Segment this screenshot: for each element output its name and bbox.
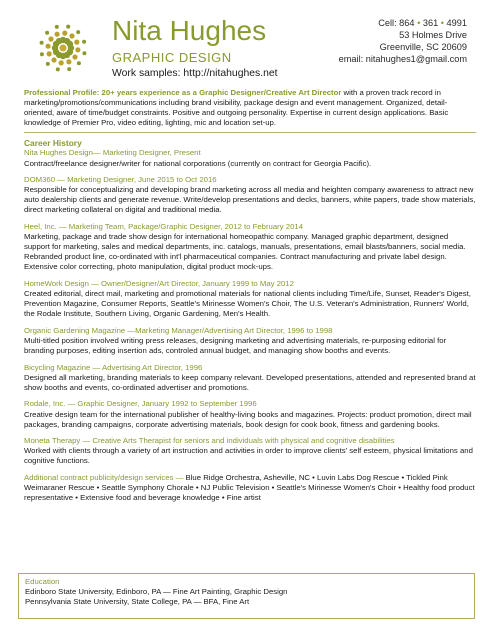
contact-address-2: Greenville, SC 20609 (379, 42, 467, 52)
resume-content (24, 88, 476, 510)
job-heading: Rodale, Inc. — Graphic Designer, January 1992 to September 1996 (24, 399, 257, 409)
contact-block (339, 17, 467, 65)
job-description: Designed all marketing, branding materials to keep company relevant. Developed presentations, attended and represented brand at show booths and events, co-ordinated advertiser and promotions. (24, 372, 476, 392)
professional-profile: Professional Profile: 20+ years experience as a Graphic Designer/Creative Art Director with a proven track record in marketing/promotions/communications including brand visibility, package design and event management. Organized, detail-oriented, aware of time/budget constraints. Positive and outgoing personality. Expertise in current design applications. Basic knowledge of Premier Pro, video editing, lighting, mic and location set-up. (24, 88, 449, 128)
job-entry (24, 279, 476, 319)
job-heading: DOM360 — Marketing Designer, June 2015 to Oct 2016 (24, 175, 217, 185)
job-heading: Bicycling Magazine — Advertising Art Director, 1996 (24, 362, 203, 372)
job-description: Marketing, package and trade show design for international homeopathic company. Managed graphic department, designed support for marketing, sales and medical departments, inc. catalogs, manuals, presentations, email blasts/banners, social media. Rebranded product line, co-ordinated with int'l pharmaceutical companies. Contract manufacturing and private label design. Extensive color correcting, photo manipulation, digital product mock-ups. (24, 232, 466, 272)
job-entry (24, 175, 476, 215)
job-description: Created editorial, direct mail, marketing and promotional materials for national clients including Time/Life, Sunset, Reader's Digest, Prevention Magazine, Consumer Reports, Seattle's Mirinesse Women's Choir, The U.S. Veteran's Administration, Runners' World, the Rodale Institute, Southern Living, Organic Gardening, Men's Health. (24, 289, 471, 319)
job-heading: Nita Hughes Design— Marketing Designer, Present (24, 148, 201, 158)
flower-logo-icon (32, 17, 94, 79)
career-history-list (24, 148, 476, 466)
career-history-title: Career History (24, 138, 82, 149)
job-entry (24, 399, 476, 429)
job-description: Multi-titled position involved writing press releases, designing marketing and advertising materials, re-purposing editorial for branding purposes, editing insertion ads, controled annual budget, and managing show booths and events. (24, 335, 447, 356)
job-entry (24, 148, 476, 168)
job-description: Contract/freelance designer/writer for national corporations (currently on contract for Georgia Pacific). (24, 158, 372, 168)
job-entry (24, 222, 476, 272)
additional-services: Additional contract publicity/design services — Blue Ridge Orchestra, Asheville, NC • Luvin Labs Dog Rescue • Tickled Pink Weimaraner Rescue • Seattle Symphony Chorale • NJ Public Television • Seattle's Mirinesse Women's Choir • Healthy food product representative • Extensive food and beverage knowledge • Fine artist (24, 473, 475, 503)
candidate-name: Nita Hughes (112, 15, 267, 46)
job-description: Responsible for conceptualizing and developing brand marketing across all media and heighten company awareness to attract new auto dealership clients and generate revenue. Write/develop presentations and decks, banners, white papers, trade show materials, direct marketing collateral on digital and traditional media. (24, 185, 476, 215)
job-heading: Heel, Inc. — Marketing Team, Package/Graphic Designer, 2012 to February 2014 (24, 222, 304, 232)
job-description: Creative design team for the international publisher of healthy-living books and magazines. Projects: product promotion, direct mail packages, branding campaigns, corporate advertising materials, book design for cook book, fitness and gardening books. (24, 409, 472, 429)
education-box (18, 573, 475, 619)
contact-email[interactable]: email: nitahughes1@gmail.com (338, 54, 467, 64)
divider (24, 132, 476, 133)
job-heading: Organic Gardening Magazine —Marketing Manager/Advertising Art Director, 1996 to 1998 (24, 325, 333, 335)
education-line: Edinboro State University, Edinboro, PA — Fine Art Painting, Graphic Design (25, 587, 288, 597)
education-title: Education (25, 577, 60, 586)
work-samples-link[interactable]: Work samples: http://nitahughes.net (112, 68, 278, 79)
job-heading: Moneta Therapy — Creative Arts Therapist for seniors and individuals with physical and cognitive disabilities (24, 436, 395, 446)
contact-cell: Cell: 864 • 361 • 4991 (378, 18, 467, 28)
job-entry (24, 326, 476, 356)
candidate-role: GRAPHIC DESIGN (112, 50, 232, 65)
job-heading: HomeWork Design — Owner/Designer/Art Director, January 1999 to May 2012 (24, 279, 294, 288)
education-line: Pennsylvania State University, State College, PA — BFA, Fine Art (25, 597, 250, 607)
job-description: Worked with clients through a variety of art instruction and activities in order to improve clients' self esteem, physical limitations and cognitive functions. (24, 446, 473, 466)
job-entry (24, 436, 476, 466)
contact-address-1: 53 Holmes Drive (399, 30, 467, 40)
job-entry (24, 363, 476, 393)
